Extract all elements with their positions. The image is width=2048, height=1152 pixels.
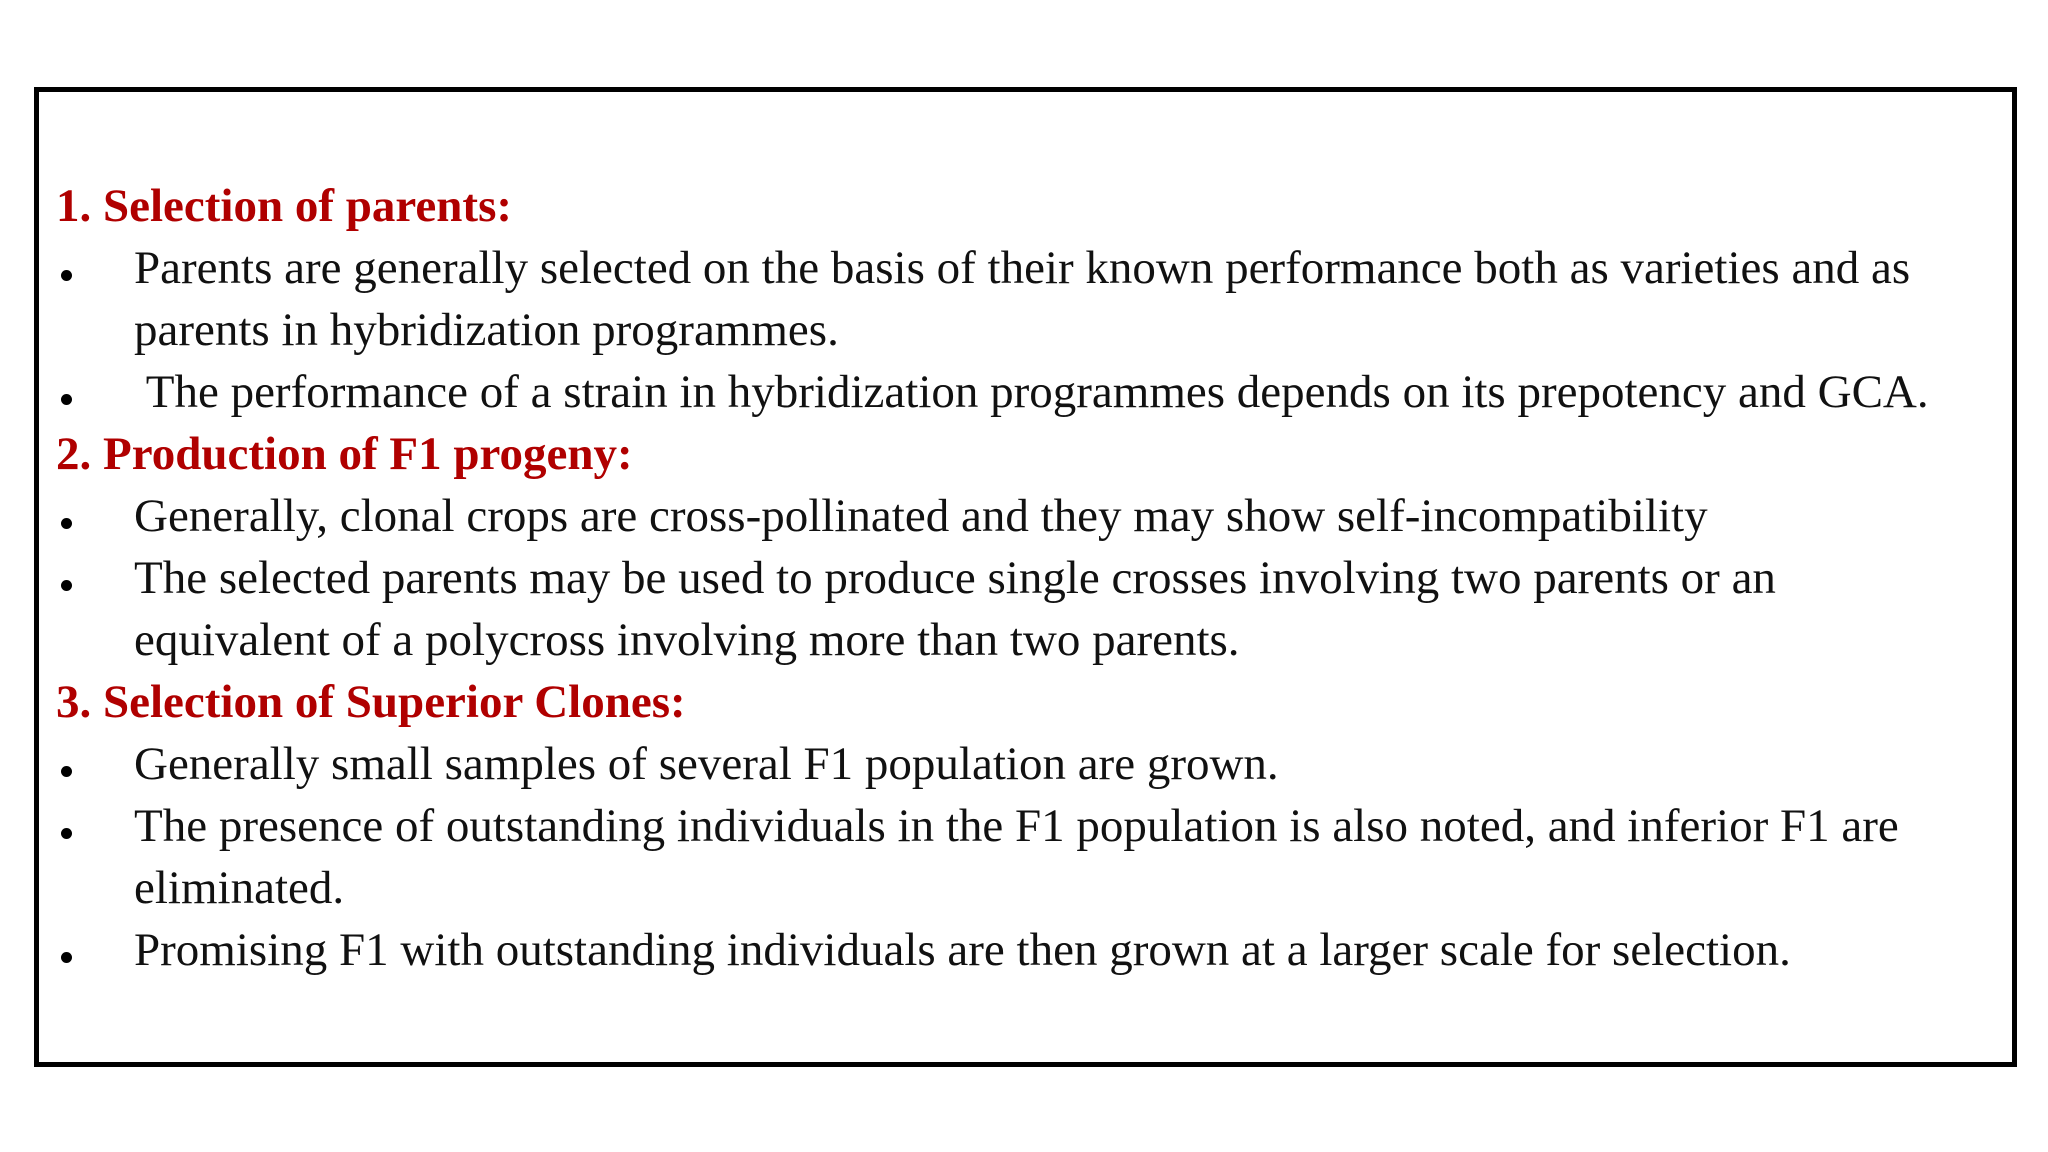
section-selection-of-parents <box>56 175 1996 423</box>
bullet-list <box>56 733 1996 981</box>
section-production-of-f1-progeny <box>56 423 1996 671</box>
bullet-text: The performance of a strain in hybridization programmes depends on its prepotency and GCA. <box>134 366 1929 418</box>
bullet-icon <box>56 485 76 547</box>
section-heading: 3. Selection of Superior Clones: <box>56 676 686 728</box>
bullet-text: Parents are generally selected on the basis of their known performance both as varieties and as parents in hybridization programmes. <box>134 242 1922 356</box>
bullet-icon <box>56 361 76 423</box>
bullet-icon <box>56 237 76 299</box>
list-item <box>56 919 1976 981</box>
bullet-text: Generally small samples of several F1 population are grown. <box>134 738 1279 790</box>
bullet-icon <box>56 733 76 795</box>
section-selection-of-superior-clones <box>56 671 1996 981</box>
bullet-list <box>56 237 1996 423</box>
section-heading: 2. Production of F1 progeny: <box>56 428 633 480</box>
bullet-icon <box>56 795 76 857</box>
bullet-list <box>56 485 1996 671</box>
list-item <box>56 485 1976 547</box>
list-item <box>56 237 1976 361</box>
document-body <box>56 175 1996 981</box>
bullet-text: Promising F1 with outstanding individuals are then grown at a larger scale for selection. <box>134 924 1791 976</box>
list-item <box>56 795 1976 919</box>
list-item <box>56 733 1976 795</box>
list-item <box>56 361 1976 423</box>
bullet-text: Generally, clonal crops are cross-pollinated and they may show self-incompatibility <box>134 490 1708 542</box>
bullet-text: The presence of outstanding individuals in the F1 population is also noted, and inferior F1 are eliminated. <box>134 800 1911 914</box>
list-item <box>56 547 1976 671</box>
bullet-icon <box>56 919 76 981</box>
bullet-icon <box>56 547 76 609</box>
section-heading: 1. Selection of parents: <box>56 180 513 232</box>
bullet-text: The selected parents may be used to produce single crosses involving two parents or an equivalent of a polycross involving more than two parents. <box>134 552 1788 666</box>
